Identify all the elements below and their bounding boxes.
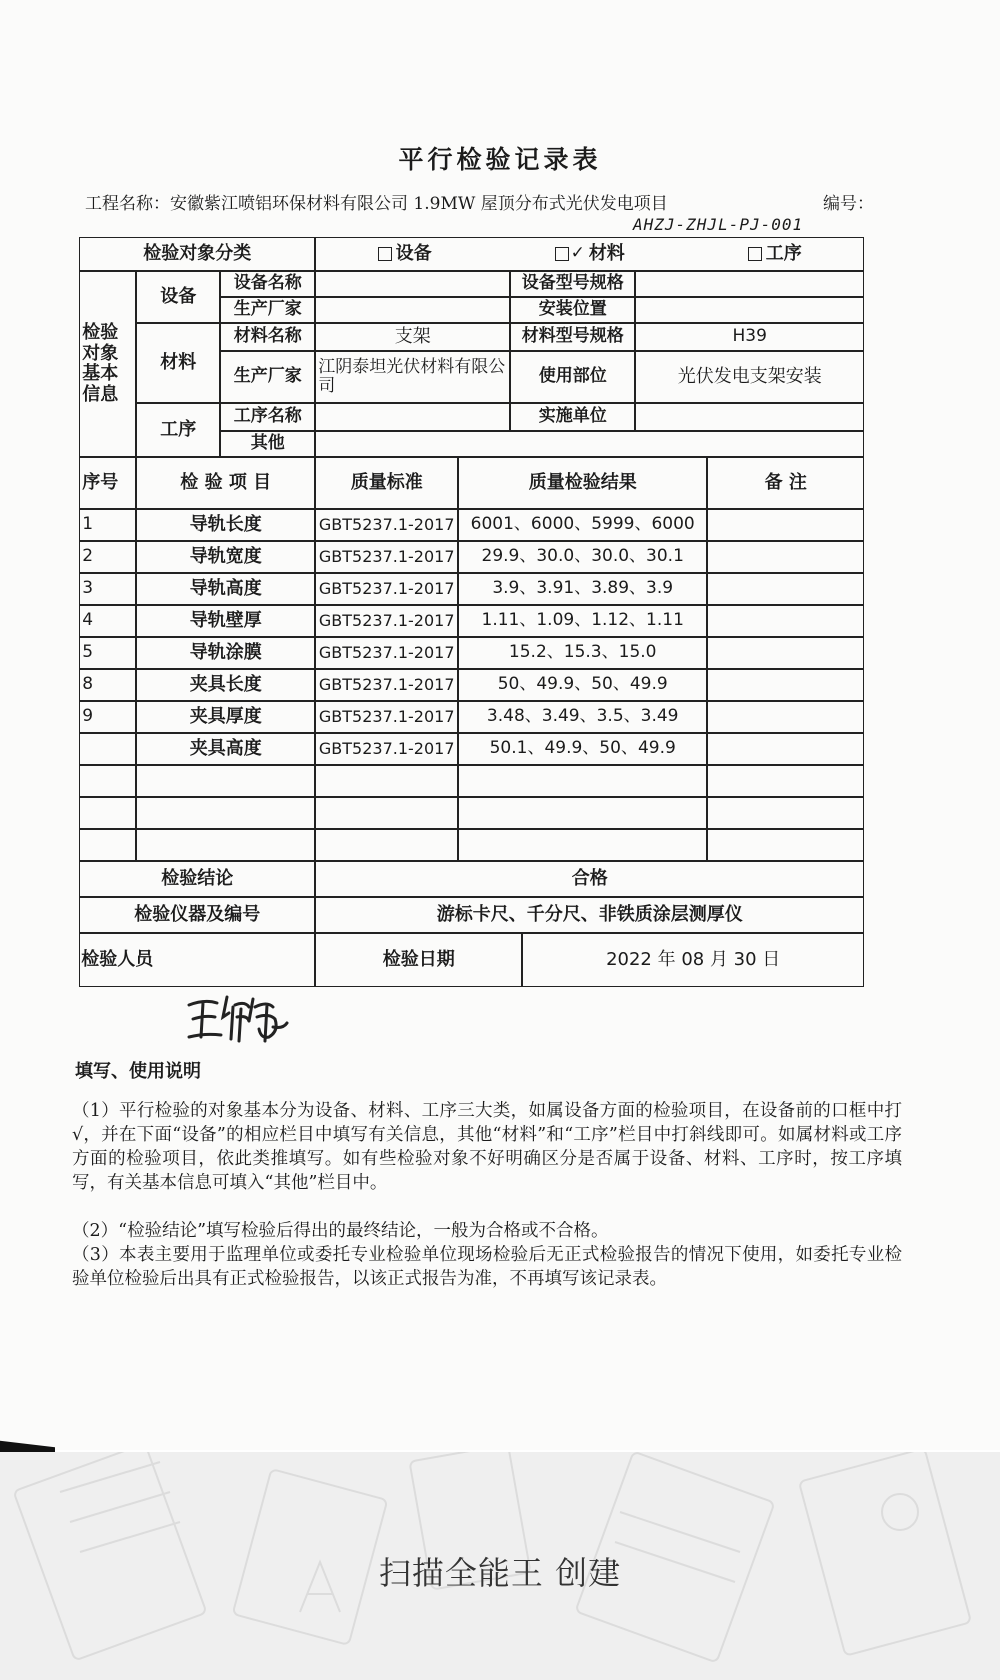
category-header: 检验对象分类 <box>79 237 315 271</box>
checkbox-process[interactable] <box>748 247 762 261</box>
page-title: 平行检验记录表 <box>398 145 602 174</box>
row-standard[interactable]: GBT5237.1-2017 <box>315 605 458 637</box>
instruments-label: 检验仪器及编号 <box>79 897 315 933</box>
header-seq: 序号 <box>79 457 136 509</box>
material-usage-value[interactable]: 光伏发电支架安装 <box>635 351 864 403</box>
row-item[interactable] <box>136 829 315 861</box>
row-item[interactable]: 夹具厚度 <box>136 701 315 733</box>
equipment-model-label: 设备型号规格 <box>510 271 635 297</box>
row-remark[interactable] <box>707 541 864 573</box>
row-result[interactable]: 50.1、49.9、50、49.9 <box>458 733 707 765</box>
checkbox-material[interactable] <box>555 247 569 261</box>
process-name-value[interactable] <box>315 403 510 431</box>
row-remark[interactable] <box>707 637 864 669</box>
equipment-location-value[interactable] <box>635 297 864 323</box>
material-name-value[interactable]: 支架 <box>315 323 510 351</box>
header-item: 检 验 项 目 <box>136 457 315 509</box>
conclusion-value[interactable]: 合格 <box>315 861 864 897</box>
material-maker-label: 生产厂家 <box>220 351 315 403</box>
equipment-maker-label: 生产厂家 <box>220 297 315 323</box>
row-seq: 5 <box>79 637 136 669</box>
header-standard: 质量标准 <box>315 457 458 509</box>
row-item[interactable]: 夹具高度 <box>136 733 315 765</box>
row-result[interactable]: 1.11、1.09、1.12、1.11 <box>458 605 707 637</box>
row-item[interactable]: 导轨宽度 <box>136 541 315 573</box>
header-remark: 备 注 <box>707 457 864 509</box>
row-item[interactable]: 导轨涂膜 <box>136 637 315 669</box>
row-remark[interactable] <box>707 733 864 765</box>
row-result[interactable]: 15.2、15.3、15.0 <box>458 637 707 669</box>
row-remark[interactable] <box>707 573 864 605</box>
row-remark[interactable] <box>707 797 864 829</box>
row-seq: 4 <box>79 605 136 637</box>
code-label: 编号： <box>823 194 874 214</box>
row-remark[interactable] <box>707 701 864 733</box>
row-seq <box>79 829 136 861</box>
material-model-value[interactable]: H39 <box>635 323 864 351</box>
material-label: 材料 <box>136 323 220 403</box>
row-seq: 1 <box>79 509 136 541</box>
instructions-p1: （1）平行检验的对象基本分为设备、材料、工序三大类，如属设备方面的检验项目，在设备前的口框中打√，并在下面“设备”的相应栏目中填写有关信息，其他“材料”和“工序”栏目中打斜线即可。如属材料或工序方面的检验项目，依此类推填写。如有些检验对象不好明确区分是否属于设备、材料、工序时，按工序填写，有关基本信息可填入“其他”栏目中。 <box>72 1101 902 1193</box>
row-seq <box>79 733 136 765</box>
row-standard[interactable]: GBT5237.1-2017 <box>315 733 458 765</box>
row-seq: 9 <box>79 701 136 733</box>
row-result[interactable]: 3.48、3.49、3.5、3.49 <box>458 701 707 733</box>
equipment-label: 设备 <box>136 271 220 323</box>
row-seq <box>79 797 136 829</box>
row-standard[interactable] <box>315 829 458 861</box>
project-name-line: 工程名称：安徽紫江喷铝环保材料有限公司 1.9MW 屋顶分布式光伏发电项目 <box>85 194 668 214</box>
process-other-label: 其他 <box>220 431 315 457</box>
row-result[interactable] <box>458 797 707 829</box>
row-remark[interactable] <box>707 669 864 701</box>
instruments-value[interactable]: 游标卡尺、千分尺、非铁质涂层测厚仪 <box>315 897 864 933</box>
row-standard[interactable]: GBT5237.1-2017 <box>315 669 458 701</box>
row-result[interactable]: 50、49.9、50、49.9 <box>458 669 707 701</box>
row-result[interactable]: 3.9、3.91、3.89、3.9 <box>458 573 707 605</box>
inspector-label: 检验人员 <box>81 948 154 970</box>
checkbox-equipment[interactable] <box>378 247 392 261</box>
check-mark-icon: ✓ <box>570 243 585 264</box>
equipment-name-label: 设备名称 <box>220 271 315 297</box>
row-remark[interactable] <box>707 509 864 541</box>
row-standard[interactable]: GBT5237.1-2017 <box>315 509 458 541</box>
basic-info-group-label: 检验对象基本信息 <box>79 271 136 457</box>
scan-edge-shadow <box>0 1436 55 1452</box>
process-label: 工序 <box>136 403 220 457</box>
equipment-maker-value[interactable] <box>315 297 510 323</box>
inspect-date-label: 检验日期 <box>315 933 522 987</box>
inspector-signature <box>183 987 293 1047</box>
category-equipment[interactable] <box>378 244 432 265</box>
row-seq <box>79 765 136 797</box>
material-usage-label: 使用部位 <box>510 351 635 403</box>
instructions-p3: （3）本表主要用于监理单位或委托专业检验单位现场检验后无正式检验报告的情况下使用，如委托专业检验单位检验后出具有正式检验报告，以该正式报告为准，不再填写该记录表。 <box>72 1245 902 1289</box>
row-standard[interactable] <box>315 797 458 829</box>
category-process[interactable] <box>748 244 802 265</box>
row-remark[interactable] <box>707 765 864 797</box>
instructions-title: 填写、使用说明 <box>75 1061 201 1082</box>
process-other-value[interactable] <box>315 431 864 457</box>
row-item[interactable]: 夹具长度 <box>136 669 315 701</box>
category-options <box>315 237 864 271</box>
inspection-form <box>80 238 865 1045</box>
category-equipment-label: 设备 <box>395 242 432 264</box>
row-seq: 8 <box>79 669 136 701</box>
row-item[interactable]: 导轨长度 <box>136 509 315 541</box>
row-result[interactable] <box>458 829 707 861</box>
category-material[interactable] <box>555 244 625 265</box>
row-result[interactable]: 29.9、30.0、30.0、30.1 <box>458 541 707 573</box>
row-item[interactable]: 导轨壁厚 <box>136 605 315 637</box>
process-name-label: 工序名称 <box>220 403 315 431</box>
row-seq: 2 <box>79 541 136 573</box>
row-result[interactable] <box>458 765 707 797</box>
row-standard[interactable]: GBT5237.1-2017 <box>315 541 458 573</box>
equipment-location-label: 安装位置 <box>510 297 635 323</box>
equipment-name-value[interactable] <box>315 271 510 297</box>
row-remark[interactable] <box>707 605 864 637</box>
category-material-label: 材料 <box>588 242 625 264</box>
header-result: 质量检验结果 <box>458 457 707 509</box>
inspect-date-value[interactable]: 2022 年 08 月 30 日 <box>522 933 864 987</box>
row-item[interactable] <box>136 797 315 829</box>
row-item[interactable]: 导轨高度 <box>136 573 315 605</box>
category-process-label: 工序 <box>765 242 802 264</box>
code-value: AHZJ-ZHJL-PJ-001 <box>633 215 804 234</box>
watermark-text: 扫描全能王 创建 <box>378 1554 622 1592</box>
inspector-cell[interactable] <box>79 933 315 987</box>
row-result[interactable]: 6001、6000、5999、6000 <box>458 509 707 541</box>
row-standard[interactable]: GBT5237.1-2017 <box>315 573 458 605</box>
material-model-label: 材料型号规格 <box>510 323 635 351</box>
process-unit-label: 实施单位 <box>510 403 635 431</box>
row-remark[interactable] <box>707 829 864 861</box>
row-standard[interactable]: GBT5237.1-2017 <box>315 637 458 669</box>
row-seq: 3 <box>79 573 136 605</box>
material-maker-value[interactable]: 江阴泰坦光伏材料有限公司 <box>315 351 510 403</box>
row-item[interactable] <box>136 765 315 797</box>
row-standard[interactable]: GBT5237.1-2017 <box>315 701 458 733</box>
row-standard[interactable] <box>315 765 458 797</box>
conclusion-label: 检验结论 <box>79 861 315 897</box>
material-name-label: 材料名称 <box>220 323 315 351</box>
instructions-p2: （2）“检验结论”填写检验后得出的最终结论，一般为合格或不合格。 <box>72 1221 609 1241</box>
process-unit-value[interactable] <box>635 403 864 431</box>
equipment-model-value[interactable] <box>635 271 864 297</box>
